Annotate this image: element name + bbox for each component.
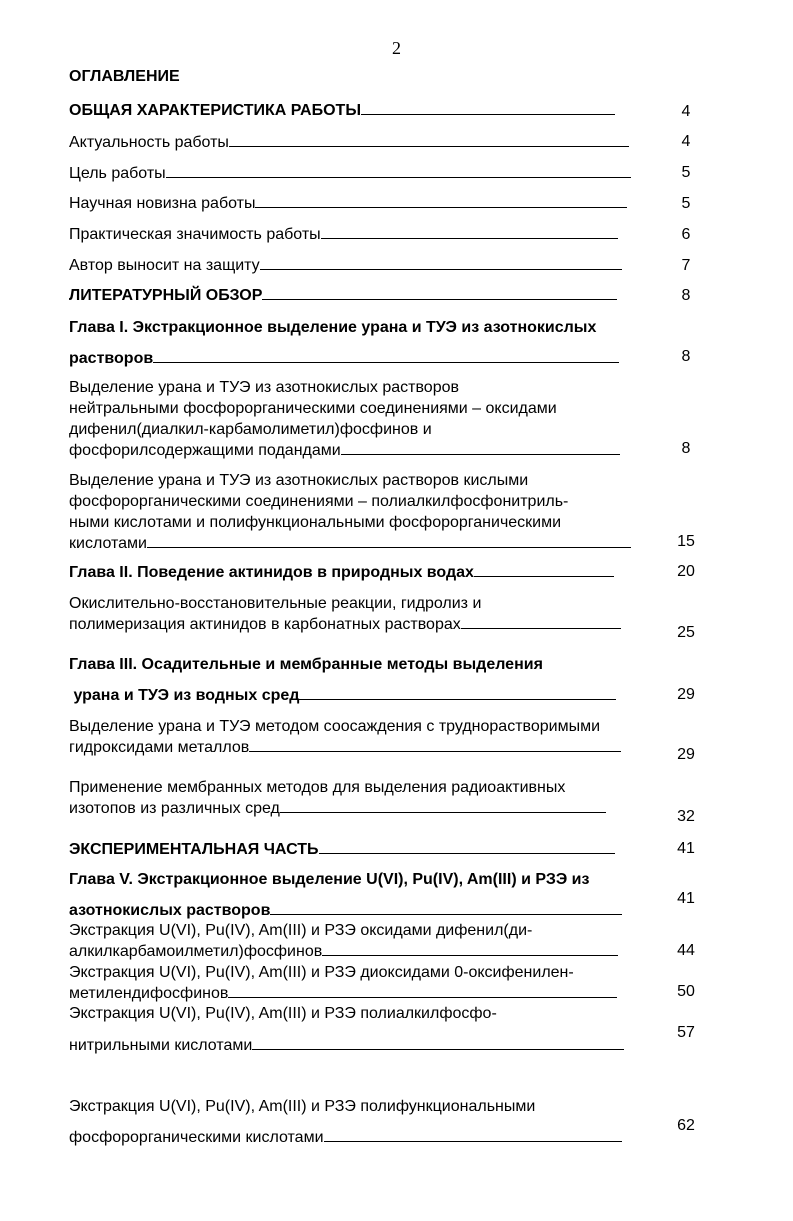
toc-entry-page: 29 [677,746,695,763]
toc-entry[interactable] [69,839,636,860]
toc-entry-line: Окислительно-восстановительные реакции, гидролиз и [69,595,482,612]
toc-entry-page: 44 [677,942,695,959]
toc-entry[interactable] [69,869,636,921]
toc-entry-page: 41 [677,890,695,907]
toc-entry[interactable] [69,193,636,214]
toc-entry-page: 29 [677,686,695,703]
toc-entry-text: Научная новизна работы [69,193,636,214]
toc-entry-page: 6 [681,226,691,243]
toc-entry-line: нейтральными фосфорорганическими соединениями – оксидами [69,400,557,417]
toc-entry-page: 50 [677,983,695,1000]
toc-entry-line: урана и ТУЭ из водных сред [69,685,636,706]
toc-entry-page: 57 [677,1024,695,1041]
toc-entry-text: ЛИТЕРАТУРНЫЙ ОБЗОР [69,285,636,306]
toc-entry[interactable] [69,163,636,184]
toc-entry-text: Практическая значимость работы [69,224,636,245]
toc-entry-page: 15 [677,533,695,550]
toc-entry-line: фосфорилсодержащими подандами [69,440,636,461]
toc-entry[interactable] [69,654,636,706]
toc-entry-line: алкилкарбамоилметил)фосфинов [69,941,636,962]
toc-entry-line: фосфорорганическими кислотами [69,1127,636,1148]
toc-entry-page: 8 [681,348,691,365]
toc-entry-line: Применение мембранных методов для выделения радиоактивных [69,779,566,796]
toc-entry-line: Экстракция U(VI), Pu(IV), Am(III) и РЗЭ полиалкилфосфо- [69,1005,497,1022]
toc-entry-line: нитрильными кислотами [69,1035,636,1056]
toc-entry-line: Экстракция U(VI), Pu(IV), Am(III) и РЗЭ оксидами дифенил(ди- [69,922,533,939]
toc-entry[interactable] [69,224,636,245]
toc-entry-line: гидроксидами металлов [69,737,636,758]
toc-entry-line: дифенил(диалкил-карбамолиметил)фосфинов и [69,421,432,438]
toc-entry[interactable] [69,470,636,554]
toc-entry-page: 7 [681,257,691,274]
toc-entry-line: Выделение урана и ТУЭ из азотнокислых растворов [69,379,459,396]
toc-entry-line: Выделение урана и ТУЭ методом соосаждения с труднорастворимыми [69,718,601,735]
toc-entry-page: 4 [681,103,691,120]
toc-entry[interactable] [69,593,636,635]
toc-entry-line: Экстракция U(VI), Pu(IV), Am(III) и РЗЭ диоксидами 0-оксифенилен- [69,964,574,981]
toc-entry-line: Глава I. Экстракционное выделение урана и ТУЭ из азотнокислых [69,319,597,336]
toc-entry[interactable] [69,132,636,153]
toc-entry[interactable] [69,377,636,461]
toc-entry-text: ОБЩАЯ ХАРАКТЕРИСТИКА РАБОТЫ [69,100,636,121]
toc-entry-page: 8 [681,287,691,304]
toc-entry-page: 32 [677,808,695,825]
toc-entry-page: 4 [681,133,691,150]
toc-entry-page: 25 [677,624,695,641]
toc-entry-page: 20 [677,563,695,580]
toc-entry-text: Актуальность работы [69,132,636,153]
toc-entry[interactable] [69,285,636,306]
toc-entry-line: Глава V. Экстракционное выделение U(VI), Pu(IV), Am(III) и РЗЭ из [69,871,590,888]
toc-entry-line: полимеризация актинидов в карбонатных растворах [69,614,636,635]
toc-entry-text: Цель работы [69,163,636,184]
toc-entry-line: кислотами [69,533,636,554]
toc-entry-line: растворов [69,348,636,369]
toc-entry[interactable] [69,317,636,369]
toc-entry[interactable] [69,562,636,583]
toc-entry-page: 8 [681,440,691,457]
toc-entry-line: Экстракция U(VI), Pu(IV), Am(III) и РЗЭ полифункциональными [69,1098,536,1115]
toc-entry-line: изотопов из различных сред [69,798,636,819]
toc-entry[interactable] [69,920,636,962]
toc-entry-page: 5 [681,164,691,181]
toc-entry[interactable] [69,1096,636,1148]
toc-entry[interactable] [69,716,636,758]
toc-entry-line: ными кислотами и полифункциональными фосфорорганическими [69,514,562,531]
toc-entry-text: Автор выносит на защиту [69,255,636,276]
toc-entry-line: Глава III. Осадительные и мембранные методы выделения [69,656,543,673]
page-number: 2 [392,38,401,58]
toc-entry-line: фосфорорганическими соединениями – полиалкилфосфонитриль- [69,493,569,510]
toc-entry[interactable] [69,777,636,819]
toc-entry-page: 41 [677,840,695,857]
toc-entry-line: Выделение урана и ТУЭ из азотнокислых растворов кислыми [69,472,529,489]
toc-entry-text: ЭКСПЕРИМЕНТАЛЬНАЯ ЧАСТЬ [69,839,636,860]
toc-entry-line: Глава II. Поведение актинидов в природных водах [69,562,636,583]
toc-entry[interactable] [69,1003,636,1056]
toc-entry[interactable] [69,962,636,1004]
toc-title: ОГЛАВЛЕНИЕ [69,68,180,85]
toc-entry[interactable] [69,255,636,276]
toc-entry-line: метилендифосфинов [69,983,636,1004]
toc-entry-line: азотнокислых растворов [69,900,636,921]
toc-entry-page: 62 [677,1117,695,1134]
toc-entry[interactable] [69,100,636,121]
toc-entry-page: 5 [681,195,691,212]
